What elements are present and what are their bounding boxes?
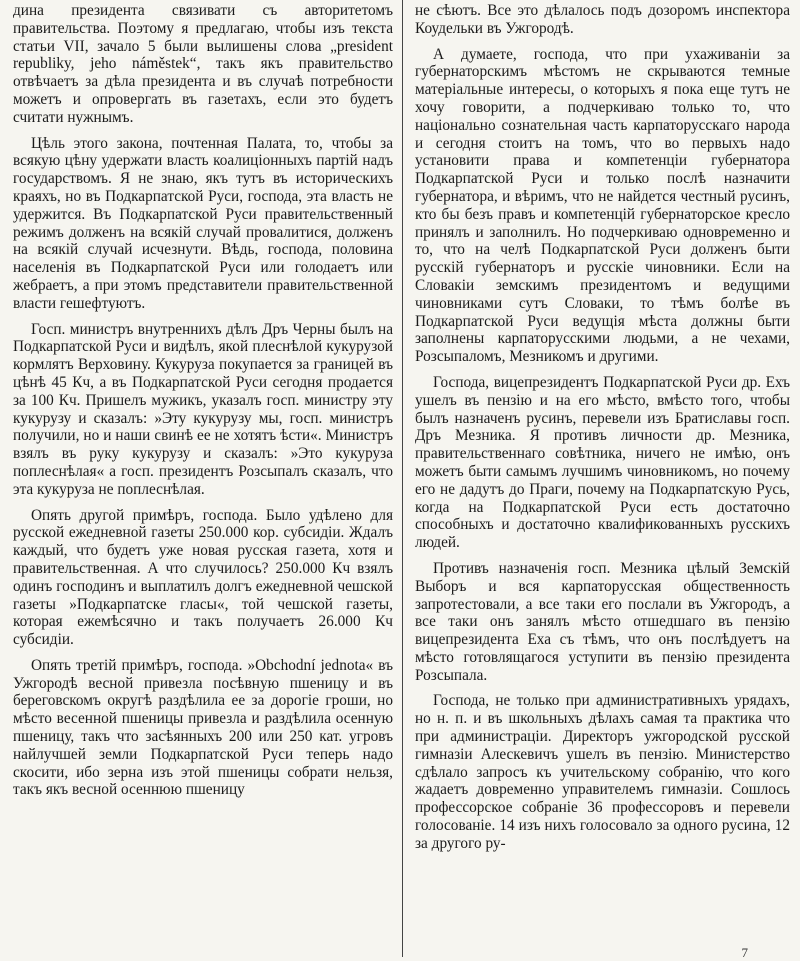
paragraph: Господа, не только при административныхъ урядахъ, но н. п. и въ школьныхъ дѣлахъ самая та практика что при администраціи. Директоръ ужгородской русской гимназіи Алескевичъ ушелъ въ пензію. Министерство сдѣлало запросъ къ учительскому собранію, что кого жадаетъ довременно управителемъ гимназіи. Сошлось профессорское собраніе 36 профессоровъ и перевели голосованіе. 14 изъ нихъ голосовало за одного русина, 12 за другого ру- [415, 692, 790, 852]
paragraph: Господа, вицепрезидентъ Подкарпатской Руси др. Ехъ ушелъ въ пензію и на его мѣсто, вмѣсто того, чтобы былъ назначенъ русинъ, перевели изъ Братиславы госп. Дръ Мезника. Я противъ личности др. Мезника, правительственнаго совѣтника, ничего не имѣю, онъ можетъ быти самымъ лучшимъ чиновникомъ, но почему его не дадутъ до Праги, почему на Подкарпатскую Русь, когда на Подкарпатской Руси есть достаточно способныхъ и достаточно квалификованныхъ русскихъ людей. [415, 373, 790, 552]
paragraph: Опять третій примѣръ, господа. »Obchodní jednota« въ Ужгородѣ весной привезла посѣвную пшеницу и въ береговскомъ округѣ раздѣлила ее за дорогіе гроши, но мѣсто весенной пшеницы привезла и раздѣлила осенную пшеницу, такъ что засѣянныхъ 200 или 250 кат. угровъ найлучшей земли Подкарпатской Руси теперь надо скосити, ибо зерна изъ этой пшеницы собрати нельзя, такъ якъ весной осеннюю пшеницу [13, 656, 393, 799]
page-number: 7 [741, 945, 748, 960]
paragraph: Опять другой примѣръ, господа. Было удѣлено для русской ежедневной газеты 250.000 кор. субсидіи. Ждалъ каждый, что будетъ уже новая русская газета, хотя и правительственная. А что случилось? 250.000 Кч взялъ одинъ господинъ и выплатилъ долгъ ежедневной чешской газеты »Подкарпатске гласы«, той чешской газеты, которая ежемѣсячно и такъ получаетъ 26.000 Кч субсидіи. [13, 506, 393, 649]
paragraph: Противъ назначенія госп. Мезника цѣлый Земскій Выборъ и вся карпаторусская общественность запротестовали, а все таки его послали въ Ужгородъ, а все таки онъ занялъ мѣсто отшедшаго въ пензію вицепрезидента Еха съ тѣмъ, что онъ послѣдуетъ на мѣсто готовлящагося уступити въ пензію президента Розсыпала. [415, 559, 790, 684]
paragraph: Цѣль этого закона, почтенная Палата, то, чтобы за всякую цѣну удержати власть коалиціонныхъ партій надъ государствомъ. Я не знаю, якъ тутъ въ историческихъ краяхъ, но въ Подкарпатской Руси, господа, эта власть не удержится. Въ Подкарпатской Руси правительственный режимъ долженъ на всякій случай провалитися, долженъ на всякій случай исчезнути. Вѣдь, господа, половина населенія въ Подкарпатской Руси или голодаетъ или жебраетъ, а при этомъ представители правительственной власти гешефтуютъ. [13, 134, 393, 312]
left-column [13, 2, 393, 807]
column-divider [402, 0, 403, 957]
paragraph-continuation: не сѣютъ. Все это дѣлалось подъ дозоромъ инспектора Коудельки въ Ужгородѣ. [415, 2, 790, 37]
paragraph: А думаете, господа, что при ухаживаніи за губернаторскимъ мѣстомъ не скрываются темные матеріальные интересы, о которыхъ я пока еще тутъ не хочу говорити, а подчеркиваю только то, что національно сознательная часть карпаторусскаго народа и сегодня стоитъ на томъ, что во первыхъ надо установити права и компетенціи губернатора Подкарпатской Руси и только послѣ назначити губернатора, и вѣримъ, что не найдется честный русинъ, кто бы безъ правъ и компетенцій губернаторское кресло принялъ и заполнилъ. Но подчеркиваю одновременно и то, что на челѣ Подкарпатской Руси долженъ быти русскій губернаторъ и русскіе чиновники. Если на Словакіи земскимъ президентомъ и ведущими чиновниками сутъ Словаки, то тѣмъ болѣе въ Подкарпатской Руси ведущія мѣста должны быти заполнены карпаторусскими людьми, а не чехами, Розсыпаломъ, Мезникомъ и другими. [415, 45, 790, 366]
paragraph: дина президента связивати съ авторитетомъ правительства. Поэтому я предлагаю, чтобы изъ текста статьи VII, зачало 5 были вылишены слова „president republiky, jeho náměstek“, такъ якъ правительство отвѣчаетъ за дѣла президента и въ случаѣ потребности можетъ и опровергать въ газетахъ, если это будетъ считати нужнымъ. [13, 2, 393, 126]
right-column [415, 2, 790, 861]
paragraph: Госп. министръ внутреннихъ дѣлъ Дръ Черны былъ на Подкарпатской Руси и видѣлъ, якой плеснѣлой кукурузой кормлятъ Верховину. Кукуруза покупается за границей въ цѣнѣ 45 Кч, а въ Подкарпатской Руси сегодня продается за 100 Кч. Пришелъ мужикъ, указалъ госп. министру эту кукурузу и сказалъ: »Эту кукурузу мы, госп. министръ получили, но и наши свинѣ ее не хотятъ ѣсти«. Министръ взялъ въ руку кукурузу и сказалъ: »Это кукуруза поплеснѣлая« а госп. президентъ Розсыпалъ сказалъ, что эта кукуруза не поплеснѣлая. [13, 320, 393, 498]
